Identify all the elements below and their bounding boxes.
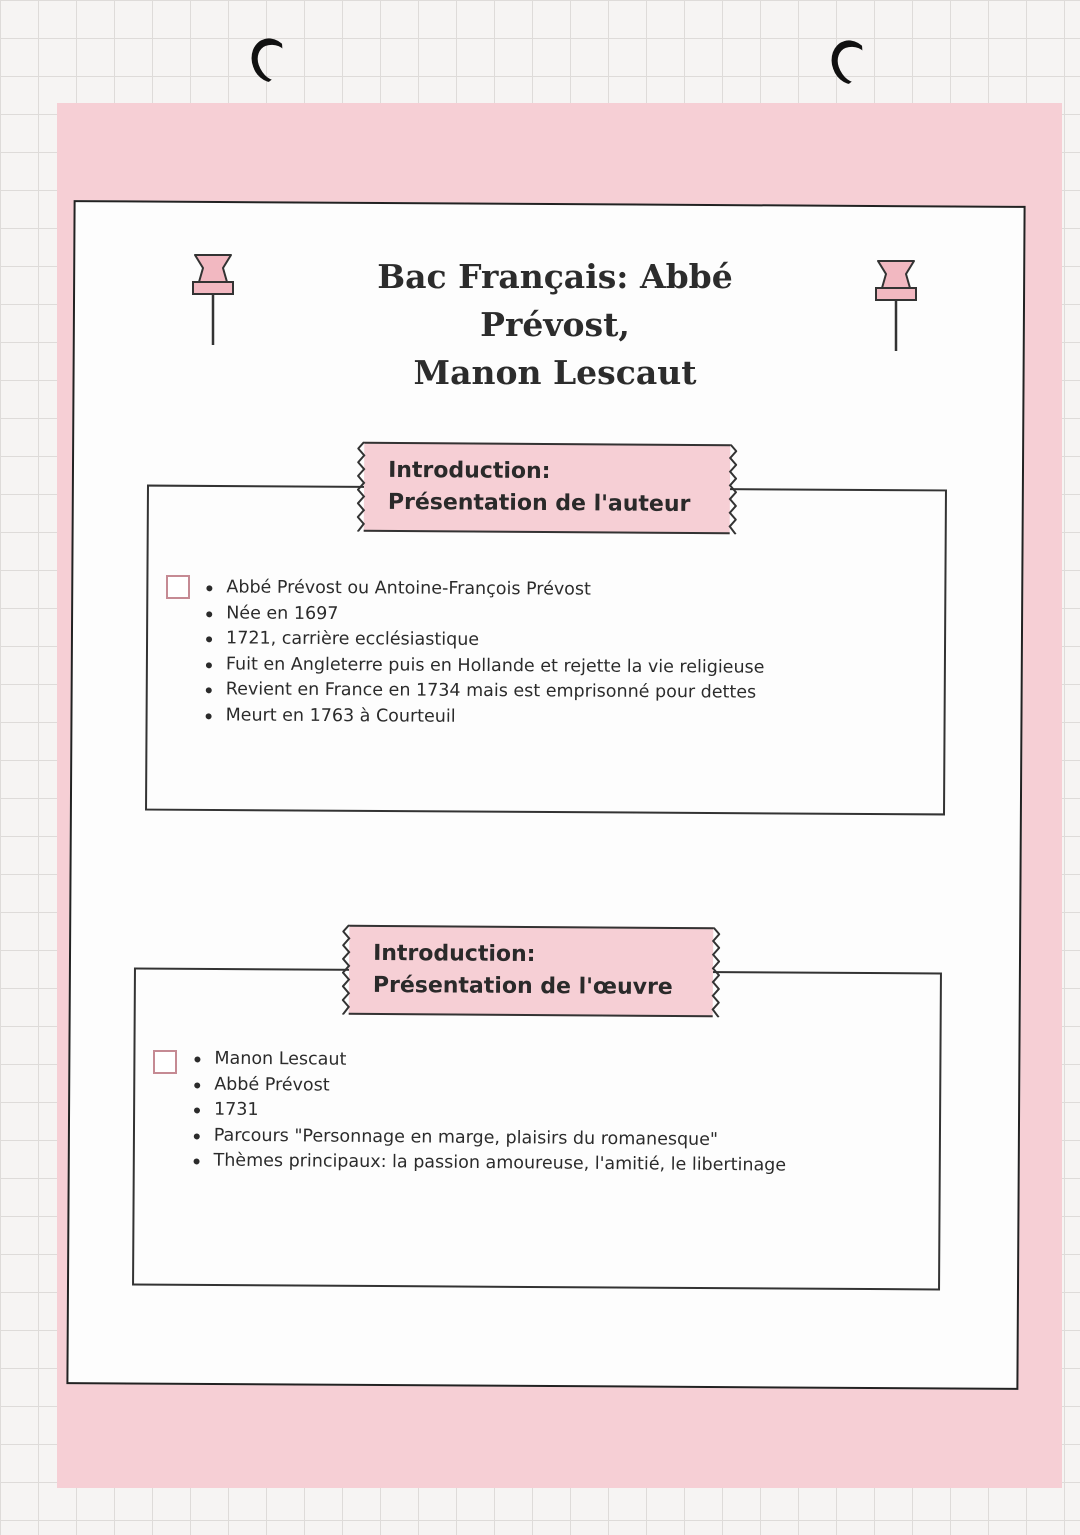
checkbox-icon[interactable] xyxy=(166,575,190,599)
section-work-heading-line-2: Présentation de l'œuvre xyxy=(372,972,673,1000)
page-title-line-1: Bac Français: Abbé Prévost, xyxy=(377,257,733,344)
list-item: Abbé Prévost ou Antoine-François Prévost xyxy=(204,575,765,604)
zigzag-edge-icon xyxy=(708,927,721,1017)
push-pin-icon xyxy=(874,258,918,354)
list-item: Thèmes principaux: la passion amoureuse, l'amitié, le libertinage xyxy=(191,1149,786,1180)
zigzag-edge-icon xyxy=(342,925,355,1015)
zigzag-edge-icon xyxy=(357,442,370,532)
list-item: Parcours "Personnage en marge, plaisirs du romanesque" xyxy=(192,1123,787,1154)
zigzag-edge-icon xyxy=(725,444,738,534)
page-title-line-2: Manon Lescaut xyxy=(413,353,697,392)
list-item: Revient en France en 1734 mais est emprisonné pour dettes xyxy=(204,678,765,707)
checkbox-icon[interactable] xyxy=(153,1050,177,1074)
section-author-list xyxy=(204,575,765,732)
list-item: Meurt en 1763 à Courteuil xyxy=(204,703,765,732)
list-item: Fuit en Angleterre puis en Hollande et rejette la vie religieuse xyxy=(204,652,765,681)
section-author-heading xyxy=(364,442,731,535)
section-author-heading-line-2: Présentation de l'auteur xyxy=(387,489,691,518)
section-work-heading-line-1: Introduction: xyxy=(373,940,536,968)
section-work-list xyxy=(191,1046,787,1179)
section-work-heading xyxy=(349,925,714,1018)
list-item: 1721, carrière ecclésiastique xyxy=(204,626,765,655)
page-title xyxy=(300,253,810,397)
binder-hole-left xyxy=(245,33,296,88)
list-item: Abbé Prévost xyxy=(192,1072,787,1103)
section-author-heading-line-1: Introduction: xyxy=(388,457,551,485)
push-pin-icon xyxy=(191,252,235,348)
list-item: Née en 1697 xyxy=(204,601,765,630)
list-item: Manon Lescaut xyxy=(192,1046,787,1077)
binder-hole-right xyxy=(825,35,876,90)
list-item: 1731 xyxy=(192,1098,787,1129)
